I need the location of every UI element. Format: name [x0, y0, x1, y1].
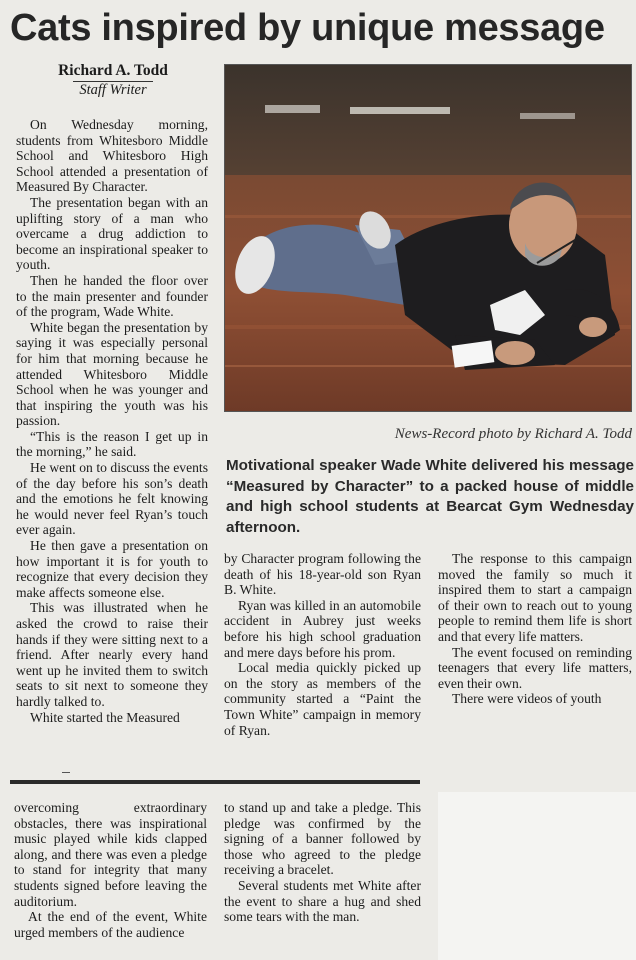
paragraph: Ryan was killed in an automobile accident in Aubrey just weeks before his high school graduation and mere days before his prom. [224, 597, 421, 660]
column-dash [62, 772, 70, 773]
paragraph: There were videos of youth [452, 691, 602, 707]
paragraph: On Wednesday morning, students from Whitesboro Middle School and Whitesboro High School attended a presentation of Measured By Character. [16, 117, 208, 195]
paragraph: by Character program following the death of his 18-year-old son Ryan B. White. [224, 551, 421, 598]
paragraph: The event focused on reminding teenagers that every life matters, even their own. [438, 644, 632, 691]
section-rule [10, 780, 420, 784]
paragraph: overcoming extraordinary obstacles, there was inspirational music played while kids clapped along, and there was even a pledge to stand for integrity that many students signed before leaving the auditorium. [14, 800, 207, 909]
byline-title-text: Staff Writer [73, 81, 152, 98]
article-column-4 [14, 800, 207, 940]
paragraph: At the end of the event, White urged members of the audience [14, 909, 207, 940]
paragraph: Local media quickly picked up on the story as members of the community started a “Paint the Town White” campaign in memory of Ryan. [224, 660, 421, 738]
headline: Cats inspired by unique message [10, 7, 605, 49]
photo-credit: News-Record photo by Richard A. Todd [394, 426, 632, 442]
paragraph: to stand up and take a pledge. This pledge was confirmed by the signing of a banner followed by those who agreed to the pledge receiving a bracelet. [224, 800, 421, 878]
blank-area [438, 792, 636, 960]
paragraph: He went on to discuss the events of the day before his son’s death and the emotions he felt knowing he would never feel Ryan’s touch ever again. [16, 460, 208, 538]
paragraph: He then gave a presentation on how important it is for youth to recognize that every decision they make affects someone else. [16, 538, 208, 600]
article-column-3 [438, 551, 632, 707]
article-column-2 [224, 551, 421, 738]
photo-cutline: Motivational speaker Wade White delivered his message “Measured by Character” to a packed house of middle and high school students at Bearcat Gym Wednesday afternoon. [226, 457, 634, 536]
paragraph: This was illustrated when he asked the crowd to raise their hands if they were sitting next to a friend. After nearly every hand went up he invited them to switch seats to sit next to someone they hardly talked to. [16, 600, 208, 709]
article-column-1 [16, 117, 208, 725]
paragraph: White began the presentation by saying it was especially personal for him that morning because he attended Whitesboro Middle School when he was younger and that inspiring the youth was his passion. [16, 319, 208, 429]
article-column-5 [224, 800, 421, 925]
byline-title [18, 82, 208, 99]
paragraph: The response to this campaign moved the family so much it inspired them to start a campaign of their own to reach out to young people to remind them life is short and that every life matters. [438, 551, 632, 644]
photo-image [225, 65, 631, 411]
news-photo [224, 64, 632, 412]
paragraph: Then he handed the floor over to the main presenter and founder of the program, Wade White. [16, 272, 208, 320]
paragraph: White started the Measured [30, 709, 180, 725]
paragraph: The presentation began with an uplifting story of a man who overcame a drug addiction to become an inspirational speaker to youth. [16, 194, 208, 273]
paragraph: Several students met White after the event to share a hug and shed some tears with the man. [224, 877, 421, 925]
paragraph: “This is the reason I get up in the morning,” he said. [16, 428, 208, 460]
byline-name: Richard A. Todd [58, 62, 168, 79]
